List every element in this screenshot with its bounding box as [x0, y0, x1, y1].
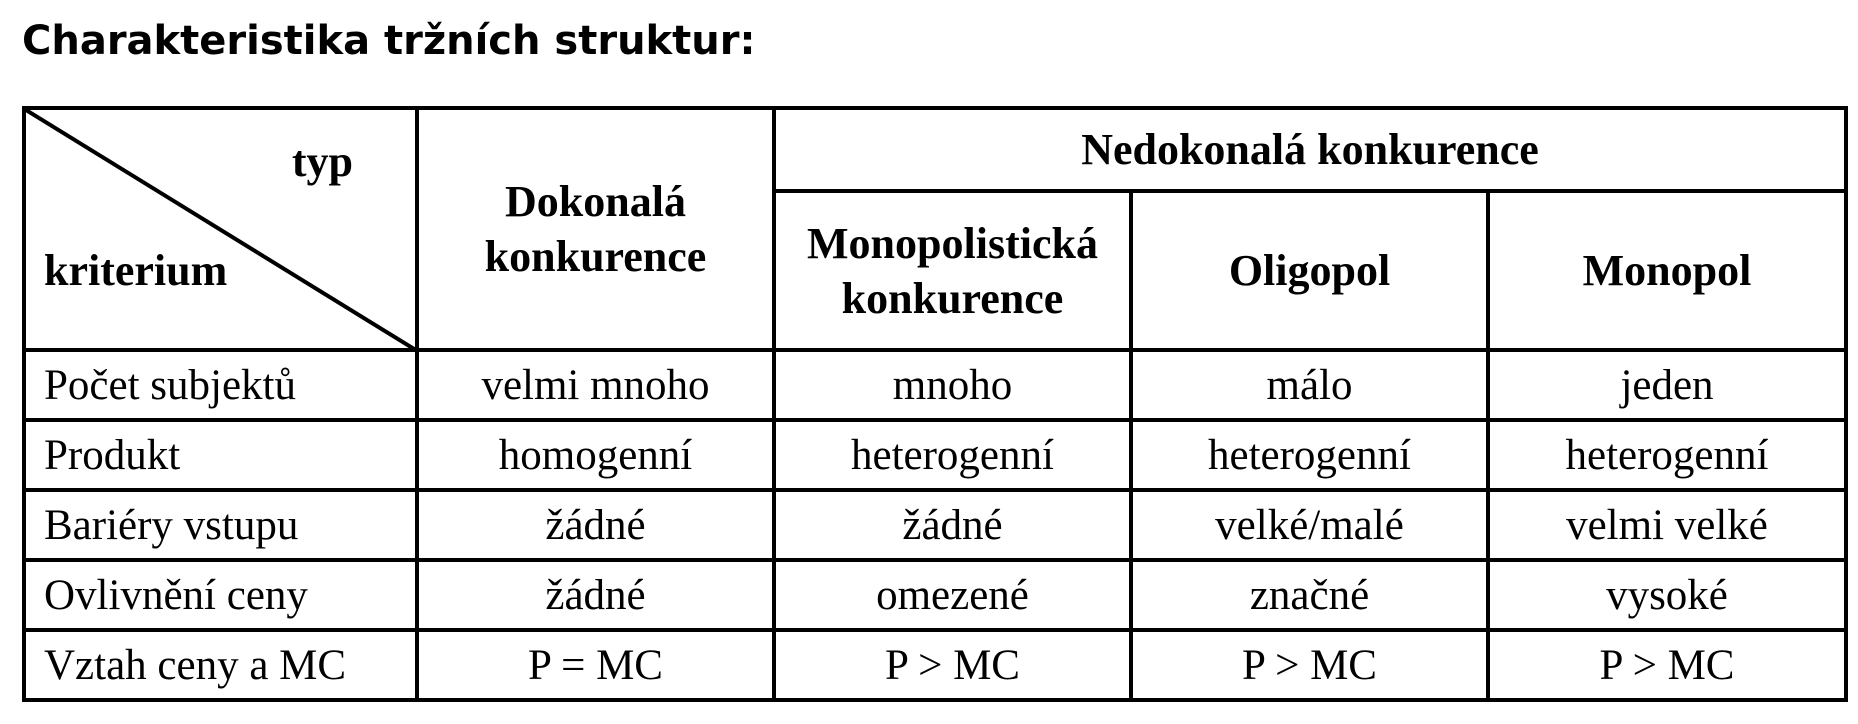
- table-cell: velmi mnoho: [417, 350, 774, 420]
- header-perfect-competition: Dokonalá konkurence: [417, 108, 774, 350]
- row-label: Počet subjektů: [24, 350, 417, 420]
- corner-label-typ: typ: [291, 137, 353, 186]
- page-title: Charakteristika tržních struktur:: [22, 18, 756, 64]
- table-cell: málo: [1131, 350, 1488, 420]
- table-cell: heterogenní: [1488, 420, 1846, 490]
- table-cell: jeden: [1488, 350, 1846, 420]
- table-cell: P > MC: [1131, 630, 1488, 700]
- table-cell: P > MC: [1488, 630, 1846, 700]
- header-imperfect-competition: Nedokonalá konkurence: [774, 108, 1846, 191]
- corner-header-cell: [24, 108, 417, 350]
- table-cell: velké/malé: [1131, 490, 1488, 560]
- table-cell: žádné: [774, 490, 1131, 560]
- table-cell: P > MC: [774, 630, 1131, 700]
- table-row: [24, 350, 1846, 420]
- table-cell: značné: [1131, 560, 1488, 630]
- table-cell: homogenní: [417, 420, 774, 490]
- table-cell: omezené: [774, 560, 1131, 630]
- row-label: Bariéry vstupu: [24, 490, 417, 560]
- header-monopolistic-competition: Monopolistická konkurence: [774, 191, 1131, 350]
- table-cell: žádné: [417, 560, 774, 630]
- row-label: Ovlivnění ceny: [24, 560, 417, 630]
- market-structures-table: [22, 106, 1848, 702]
- table-row: [24, 560, 1846, 630]
- row-label: Vztah ceny a MC: [24, 630, 417, 700]
- table-cell: žádné: [417, 490, 774, 560]
- header-monopoly: Monopol: [1488, 191, 1846, 350]
- diagonal-line: [26, 110, 419, 352]
- table-cell: heterogenní: [1131, 420, 1488, 490]
- table-cell: mnoho: [774, 350, 1131, 420]
- table-cell: heterogenní: [774, 420, 1131, 490]
- corner-label-kriterium: kriterium: [44, 246, 228, 295]
- table-row: [24, 420, 1846, 490]
- table-cell: velmi velké: [1488, 490, 1846, 560]
- table-row: [24, 490, 1846, 560]
- table-cell: P = MC: [417, 630, 774, 700]
- table-cell: vysoké: [1488, 560, 1846, 630]
- table-row: [24, 630, 1846, 700]
- row-label: Produkt: [24, 420, 417, 490]
- header-oligopoly: Oligopol: [1131, 191, 1488, 350]
